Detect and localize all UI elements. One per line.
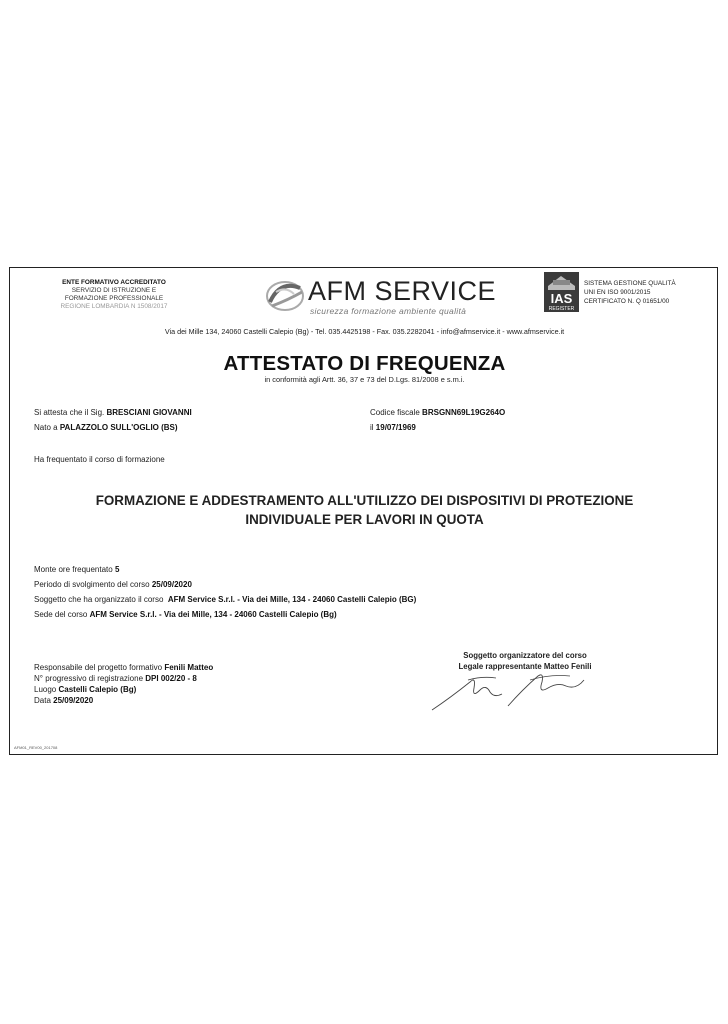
accreditation-line: ENTE FORMATIVO ACCREDITATO xyxy=(62,279,166,286)
signature-line-2: Legale rappresentante Matteo Fenili xyxy=(458,662,592,671)
date-label: Data xyxy=(34,696,51,705)
certificate xyxy=(9,267,718,755)
responsible-line xyxy=(34,663,213,672)
course-title xyxy=(10,491,719,529)
venue-value: AFM Service S.r.l. - Via dei Mille, 134 - 24060 Castelli Calepio (Bg) xyxy=(89,610,337,619)
signature-scribble xyxy=(430,668,590,713)
quality-system-block xyxy=(584,279,676,306)
place-value: Castelli Calepio (Bg) xyxy=(58,685,137,694)
venue-label: Sede del corso xyxy=(34,610,88,619)
signature-line-1: Soggetto organizzatore del corso xyxy=(463,651,587,660)
ias-register-logo xyxy=(544,272,579,312)
birthplace-line xyxy=(34,423,178,432)
course-title-text: FORMAZIONE E ADDESTRAMENTO ALL'UTILIZZO DEI DISPOSITIVI DI PROTEZIONE INDIVIDUALE PER LAVORI IN QUOTA xyxy=(95,493,634,527)
accreditation-block xyxy=(34,279,194,311)
responsible-value: Fenili Matteo xyxy=(164,663,214,672)
certificate-subtitle: in conformità agli Artt. 36, 37 e 73 del D.Lgs. 81/2008 e s.m.i. xyxy=(264,375,465,384)
date-line xyxy=(34,696,93,705)
organizer-line xyxy=(34,595,416,604)
brand-tagline: sicurezza formazione ambiente qualità xyxy=(310,306,467,316)
accreditation-line: FORMAZIONE PROFESSIONALE xyxy=(64,295,164,302)
birth-date-line xyxy=(370,423,416,432)
quality-line: UNI EN ISO 9001/2015 xyxy=(584,289,651,296)
birth-date-label: il xyxy=(370,423,374,432)
place-line xyxy=(34,685,136,694)
organizer-label: Soggetto che ha organizzato il corso xyxy=(34,595,164,604)
venue-line xyxy=(34,610,337,619)
born-label: Nato a xyxy=(34,423,58,432)
handwritten-signature xyxy=(430,668,590,718)
period-line xyxy=(34,580,192,589)
place-label: Luogo xyxy=(34,685,57,694)
registration-value: DPI 002/20 - 8 xyxy=(145,674,197,683)
ias-badge-icon xyxy=(544,272,579,312)
hours-line xyxy=(34,565,119,574)
quality-line: CERTIFICATO N. Q 01651/00 xyxy=(584,298,670,305)
document-code: AFM01_REV00_201708 xyxy=(14,745,58,750)
birth-date: 19/07/1969 xyxy=(375,423,416,432)
ias-register-label: REGISTER xyxy=(548,306,575,312)
accreditation-line: REGIONE LOMBARDIA N 1508/2017 xyxy=(60,303,168,310)
attended-label: Ha frequentato il corso di formazione xyxy=(34,455,165,464)
fiscal-code: BRSGNN69L19G264O xyxy=(422,408,506,417)
person-name: BRESCIANI GIOVANNI xyxy=(106,408,192,417)
ias-label: IAS xyxy=(550,291,573,306)
accreditation-line: SERVIZIO DI ISTRUZIONE E xyxy=(71,287,157,294)
company-address: Via dei Mille 134, 24060 Castelli Calepio (Bg) - Tel. 035.4425198 - Fax. 035.2282041 - info@afmservice.it - www.afmservice.it xyxy=(164,327,565,336)
brand-name: AFM SERVICE xyxy=(308,276,497,306)
registration-line xyxy=(34,674,197,683)
attest-line xyxy=(34,408,192,417)
date-value: 25/09/2020 xyxy=(53,696,94,705)
birthplace: PALAZZOLO SULL'OGLIO (BS) xyxy=(59,423,178,432)
certificate-title: ATTESTATO DI FREQUENZA xyxy=(223,352,506,375)
hours-label: Monte ore frequentato xyxy=(34,565,113,574)
period-label: Periodo di svolgimento del corso xyxy=(34,580,150,589)
quality-line: SISTEMA GESTIONE QUALITÀ xyxy=(584,280,676,287)
hours-value: 5 xyxy=(114,565,120,574)
afm-logo-icon xyxy=(264,276,306,316)
period-value: 25/09/2020 xyxy=(151,580,192,589)
registration-label: N° progressivo di registrazione xyxy=(34,674,144,683)
fiscal-code-label: Codice fiscale xyxy=(370,408,420,417)
responsible-label: Responsabile del progetto formativo xyxy=(34,663,163,672)
organizer-value: AFM Service S.r.l. - Via dei Mille, 134 - 24060 Castelli Calepio (BG) xyxy=(167,595,417,604)
attest-label: Si attesta che il Sig. xyxy=(34,408,105,417)
afm-logo xyxy=(264,276,497,321)
fiscal-code-line xyxy=(370,408,505,417)
